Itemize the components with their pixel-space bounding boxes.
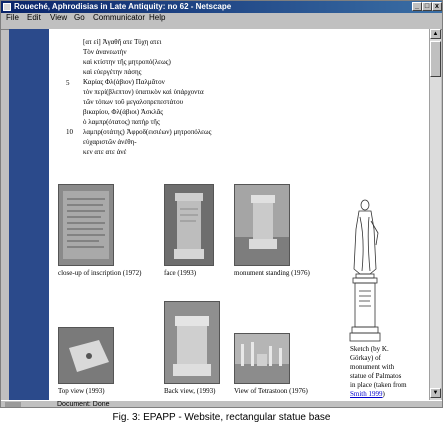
window-title: Roueché, Aphrodisias in Late Antiquity: no 62 - Netscape — [14, 2, 232, 11]
photo-image — [235, 185, 289, 265]
inscription-line: ὁ λαμπρ(ότατος) πατὴρ τῆς — [83, 118, 160, 126]
photo-caption: close-up of inscription (1972) — [58, 269, 142, 277]
inscription-line: κεν ατε ατε ἀνέ — [83, 148, 127, 156]
menu-bar — [1, 13, 442, 23]
inscription-line: εὐχαριστῶν ἀνέθη- — [83, 138, 137, 146]
inscription-line: τὸν περί(βλεπτον) ὑπατικὸν καὶ ὑπάρχοντα — [83, 88, 204, 96]
inscription-line: καὶ κτίστην τῆς μητροπό(λεως) — [83, 58, 171, 66]
photo-image — [235, 334, 289, 383]
status-text: Document: Done — [57, 401, 110, 408]
left-color-bar — [9, 29, 49, 400]
status-bar — [1, 400, 442, 408]
photo-caption: monument standing (1976) — [234, 269, 310, 277]
smith-1999-link[interactable]: Smith 1999 — [350, 390, 383, 398]
inscription-line: λαμπρ(οτάτης) Ἀφροδ(εισιέων) μητροπόλεως — [83, 128, 212, 136]
inscription-line: Καρίας Φλ(άβιον) Παλμᾶτον — [83, 78, 165, 86]
photo-image — [59, 328, 113, 383]
photo-caption: Top view (1993) — [58, 387, 105, 395]
menu-go[interactable]: Go — [74, 13, 85, 22]
inscription-line: τῶν τόπων τοῦ μεγαλοπρεπεστάτου — [83, 98, 184, 106]
photo-image — [59, 185, 113, 265]
menu-communicator[interactable]: Communicator — [93, 13, 146, 22]
inscription-line: καὶ εὐεργέτην πάσης — [83, 68, 142, 76]
photo-back-view[interactable] — [164, 301, 220, 384]
statue-sketch[interactable] — [340, 199, 390, 357]
sketch-caption-line: Sketch (by K. — [350, 345, 389, 353]
netscape-app-icon — [3, 3, 11, 11]
sketch-caption-line: in place (taken from — [350, 381, 407, 389]
maximize-button[interactable]: □ — [422, 2, 432, 11]
sketch-caption-line: Görkay) of — [350, 354, 381, 362]
menu-help[interactable]: Help — [149, 13, 166, 22]
line-number: 5 — [66, 79, 70, 87]
photo-face[interactable] — [164, 184, 214, 266]
menu-edit[interactable]: Edit — [27, 13, 41, 22]
figure-caption: Fig. 3: EPAPP - Website, rectangular statue base — [112, 412, 331, 423]
inscription-line: Τὸν ἀνανεωτὴν — [83, 48, 127, 56]
inscription-line: βικαρίου, Φλ(άβιοι) Ἀσκλᾶς — [83, 108, 164, 116]
close-button[interactable]: x — [432, 2, 442, 11]
photo-caption: Back view, (1993) — [164, 387, 216, 395]
sketch-source-link[interactable]: Smith 1999) — [350, 390, 385, 398]
sketch-caption-line: monument with — [350, 363, 395, 371]
photo-monument-standing[interactable] — [234, 184, 290, 266]
scroll-thumb[interactable] — [430, 41, 441, 77]
vertical-scrollbar[interactable] — [429, 29, 441, 400]
minimize-button[interactable]: _ — [412, 2, 422, 11]
title-bar — [1, 1, 442, 13]
photo-top-view[interactable] — [58, 327, 114, 384]
photo-image — [165, 302, 219, 383]
line-number: 10 — [66, 128, 73, 136]
photo-caption: face (1993) — [164, 269, 197, 277]
photo-tetrastoon[interactable] — [234, 333, 290, 384]
sketch-caption-line: statue of Palmatos — [350, 372, 402, 380]
menu-view[interactable]: View — [50, 13, 68, 22]
photo-inscription-closeup[interactable] — [58, 184, 114, 266]
page-content — [9, 29, 429, 400]
scroll-down-arrow-icon[interactable]: ▼ — [430, 388, 441, 398]
inscription-line: [ατ εἰ] Ἀγαθῆ ατε Τύχη ατει — [83, 38, 162, 46]
photo-caption: View of Tetrastoon (1976) — [234, 387, 308, 395]
menu-file[interactable]: File — [6, 13, 19, 22]
scroll-up-arrow-icon[interactable]: ▲ — [430, 29, 441, 39]
security-lock-icon — [5, 402, 21, 407]
photo-image — [165, 185, 213, 265]
